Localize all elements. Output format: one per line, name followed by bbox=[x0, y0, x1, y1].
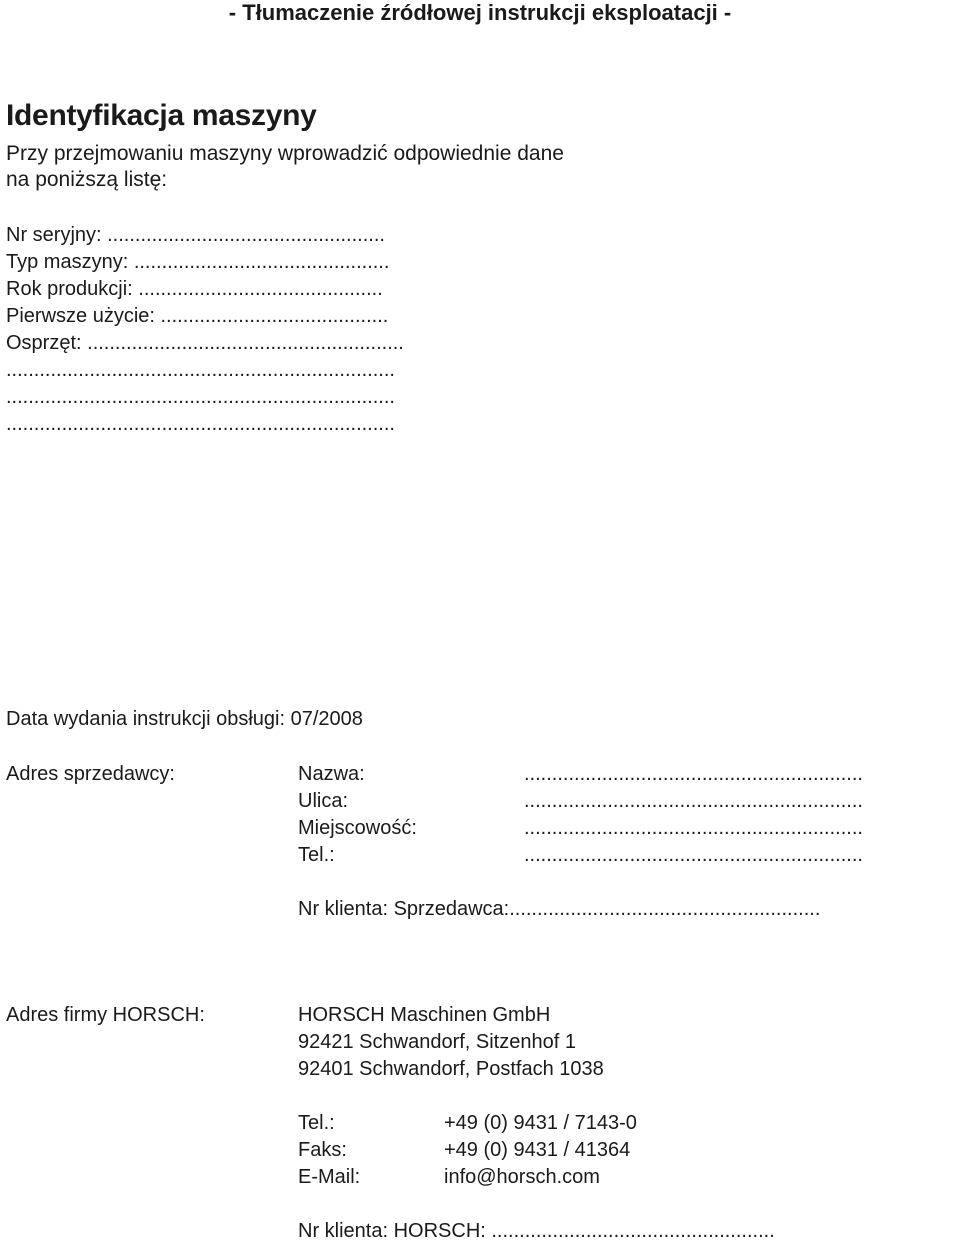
dealer-street-label: Ulica: bbox=[298, 790, 349, 812]
serial-number-field[interactable]: Nr seryjny: .................................................. bbox=[6, 224, 385, 246]
dealer-address-label: Adres sprzedawcy: bbox=[6, 763, 175, 785]
horsch-address-line-2: 92401 Schwandorf, Postfach 1038 bbox=[298, 1058, 604, 1080]
equipment-field[interactable]: Osprzęt: ......................................................... bbox=[6, 332, 404, 354]
horsch-customer-number-field[interactable]: Nr klienta: HORSCH: ................................................... bbox=[298, 1220, 775, 1242]
section-heading: Identyfikacja maszyny bbox=[6, 99, 317, 132]
horsch-phone-label: Tel.: bbox=[298, 1112, 335, 1134]
horsch-fax-label: Faks: bbox=[298, 1139, 347, 1161]
dealer-name-label: Nazwa: bbox=[298, 763, 365, 785]
dealer-city-field[interactable]: ............................................................. bbox=[524, 817, 863, 839]
horsch-phone-value: +49 (0) 9431 / 7143-0 bbox=[444, 1112, 637, 1134]
dealer-city-label: Miejscowość: bbox=[298, 817, 417, 839]
production-year-field[interactable]: Rok produkcji: ............................................ bbox=[6, 278, 383, 300]
horsch-address-line-1: 92421 Schwandorf, Sitzenhof 1 bbox=[298, 1031, 576, 1053]
dealer-street-field[interactable]: ............................................................. bbox=[524, 790, 863, 812]
intro-text-line-2: na poniższą listę: bbox=[6, 168, 168, 191]
dealer-phone-field[interactable]: ............................................................. bbox=[524, 844, 863, 866]
horsch-fax-value: +49 (0) 9431 / 41364 bbox=[444, 1139, 631, 1161]
equipment-line-2[interactable]: ...................................................................... bbox=[6, 359, 395, 381]
machine-type-field[interactable]: Typ maszyny: .............................................. bbox=[6, 251, 390, 273]
dealer-name-field[interactable]: ............................................................. bbox=[524, 763, 863, 785]
dealer-customer-number-field[interactable]: Nr klienta: Sprzedawca:........................................................ bbox=[298, 898, 821, 920]
horsch-address-label: Adres firmy HORSCH: bbox=[6, 1004, 205, 1026]
horsch-email-label: E-Mail: bbox=[298, 1166, 361, 1188]
dealer-phone-label: Tel.: bbox=[298, 844, 335, 866]
horsch-email-link[interactable]: info@horsch.com bbox=[444, 1166, 600, 1188]
manual-date: Data wydania instrukcji obsługi: 07/2008 bbox=[6, 708, 363, 730]
document-title: - Tłumaczenie źródłowej instrukcji eksploatacji - bbox=[228, 0, 732, 25]
intro-text-line-1: Przy przejmowaniu maszyny wprowadzić odpowiednie dane bbox=[6, 142, 564, 165]
horsch-company-name: HORSCH Maschinen GmbH bbox=[298, 1004, 551, 1026]
first-use-field[interactable]: Pierwsze użycie: ......................................... bbox=[6, 305, 389, 327]
equipment-line-4[interactable]: ...................................................................... bbox=[6, 413, 395, 435]
equipment-line-3[interactable]: ...................................................................... bbox=[6, 386, 395, 408]
